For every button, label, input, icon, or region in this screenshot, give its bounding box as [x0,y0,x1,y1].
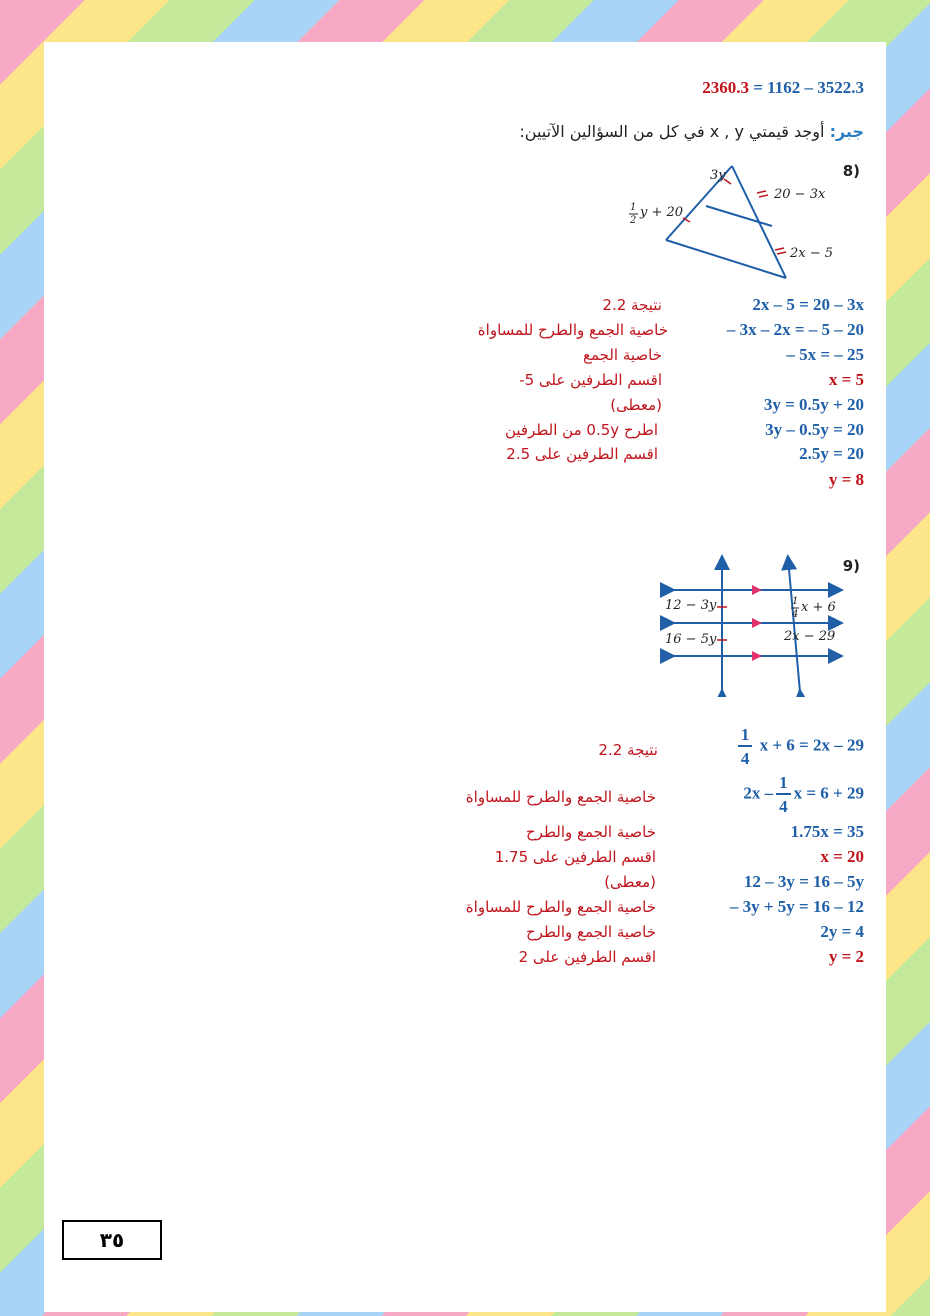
label-left-den: 2 [630,215,637,226]
label-bottom-right: 2x − 5 [790,246,834,261]
tick-mark [775,248,784,250]
question-9-figure [660,552,850,697]
label-left-bottom: 16 − 5y [665,632,717,647]
question-8-figure [620,160,840,285]
label-top-left: 3y [710,168,726,183]
q8-step-7-equation: 2.5y = 20 [799,444,864,463]
header-tag: جبر: [829,122,864,141]
q9-step-2-equation: 2x – $\frac{1}{4}$ x = 6 + 29 [743,773,864,816]
q8-step-8-equation: y = 8 [828,470,864,489]
label-right-top: x + 6 [801,600,836,615]
question-8-number: 8) [842,162,860,180]
q9-step-3-note: خاصية الجمع والطرح [525,823,656,841]
top-equation [702,78,864,98]
top-equation-rhs: = 1162 – 3522.3 [753,78,864,97]
label-right-bottom: 2x − 29 [784,629,836,644]
q9-step-8-equation: y = 2 [828,947,864,966]
page-number: ٣٥ [62,1220,162,1260]
q9-step-1-note: نتيجة 2.2 [598,741,658,759]
q9-step-4-note: اقسم الطرفين على 1.75 [494,848,656,866]
top-equation-lhs: 2360.3 [702,78,749,97]
q8-step-5-note: (معطى) [610,396,662,414]
q9-step-4-equation: x = 20 [820,847,864,866]
q9-step-5-equation: 12 – 3y = 16 – 5y [743,872,864,891]
q9-step-8-note: اقسم الطرفين على 2 [518,948,656,966]
q8-step-1-note: نتيجة 2.2 [602,296,662,314]
q9-step-7-equation: 2y = 4 [820,922,864,941]
fraction-one-quarter: $\frac{1}{4}$ [776,774,791,815]
parallel-marker [752,618,762,628]
section-header [519,122,864,141]
label-left-num: 1 [630,202,637,213]
q8-step-5-equation: 3y = 0.5y + 20 [763,395,864,414]
q8-step-1-equation: 2x – 5 = 20 – 3x [752,295,864,314]
question-9-number: 9) [842,557,860,575]
q8-step-3-note: خاصية الجمع [583,346,662,364]
tick-mark [757,191,766,193]
q9-step-2-note: خاصية الجمع والطرح للمساواة [465,788,656,806]
q8-step-4-equation: x = 5 [828,370,864,389]
q9-step-6-equation: – 3y + 5y = 16 – 12 [729,897,864,916]
q8-step-7-note: اقسم الطرفين على 2.5 [506,445,658,463]
q8-step-4-note: اقسم الطرفين على 5- [519,371,662,389]
q8-step-6-note: اطرح 0.5y من الطرفين [504,421,658,439]
q8-step-2-note: خاصية الجمع والطرح للمساواة [477,321,668,339]
q8-step-3-equation: – 5x = – 25 [786,345,864,364]
tick-mark [759,195,768,197]
label-right-top-den: 4 [792,609,799,620]
q9-step-3-equation: 1.75x = 35 [790,822,864,841]
label-left: y + 20 [640,205,684,220]
q9-step-5-note: (معطى) [604,873,656,891]
q9-step-6-note: خاصية الجمع والطرح للمساواة [465,898,656,916]
header-text: أوجد قيمتي x , y في كل من السؤالين الآتيين: [519,122,825,141]
vertical-line-right [788,558,800,692]
label-left-top: 12 − 3y [665,598,717,613]
label-right-top-num: 1 [792,596,799,607]
midsegment [706,206,772,226]
label-top-right: 20 − 3x [774,187,826,202]
q8-step-2-equation: – 3x – 2x = – 5 – 20 [726,320,864,339]
parallel-marker [752,651,762,661]
q9-step-1-equation: $\frac{1}{4}$ x + 6 = 2x – 29 [735,726,864,767]
parallel-marker [752,585,762,595]
triangle-base [666,240,786,278]
fraction-one-quarter: $\frac{1}{4}$ [738,726,753,767]
q8-step-6-equation: 3y – 0.5y = 20 [765,420,864,439]
q9-step-7-note: خاصية الجمع والطرح [525,923,656,941]
tick-mark [777,252,786,254]
